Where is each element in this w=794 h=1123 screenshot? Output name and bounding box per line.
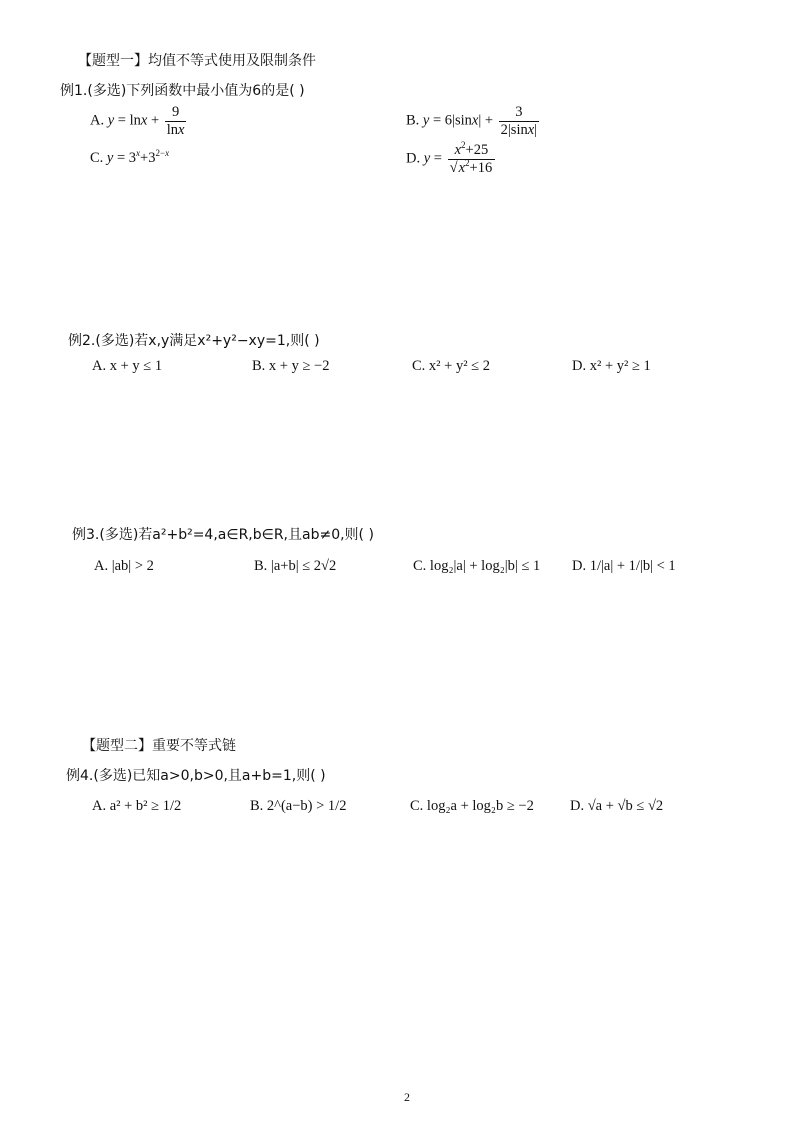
question-4-option-c: C. log₂a + log₂b ≥ −2 xyxy=(410,798,534,814)
question-4-option-a: A. a² + b² ≥ 1/2 xyxy=(92,798,182,814)
question-1-option-a: A. y = lnx + $\frac{9}{\ln x}$ xyxy=(90,104,185,138)
option-c-label: C. xyxy=(90,150,104,166)
question-2-option-d: D. x² + y² ≥ 1 xyxy=(572,358,651,374)
section-heading-2: 【题型二】重要不等式链 xyxy=(82,738,236,754)
question-3-option-b: B. |a+b| ≤ 2√2 xyxy=(254,558,337,574)
question-2-option-b: B. x + y ≥ −2 xyxy=(252,358,330,374)
question-4-option-d: D. √a + √b ≤ √2 xyxy=(570,798,664,814)
option-d-label: D. xyxy=(406,150,421,167)
question-3-title: 例3.(多选)若a²+b²=4,a∈R,b∈R,且ab≠0,则( ) xyxy=(72,527,374,543)
question-1-title: 例1.(多选)下列函数中最小值为6的是( ) xyxy=(60,83,305,99)
question-1-option-b: B. y = 6|sinx| + $\frac{3}{2|\sin x|}$ xyxy=(406,104,538,138)
question-3-option-a: A. |ab| > 2 xyxy=(94,558,154,574)
question-2-option-a: A. x + y ≤ 1 xyxy=(92,358,163,374)
question-2-option-c: C. x² + y² ≤ 2 xyxy=(412,358,491,374)
option-a-label: A. xyxy=(90,112,105,129)
question-1-option-d: D. y = $\frac{x^2+25}{√x^2+16}$ xyxy=(406,142,497,176)
question-1-option-c: C. $y = 3^x+3^{2-x}$ xyxy=(90,148,170,166)
question-4-title: 例4.(多选)已知a>0,b>0,且a+b=1,则( ) xyxy=(66,768,326,784)
question-3-option-c: C. log₂|a| + log₂|b| ≤ 1 xyxy=(413,558,541,574)
question-3-option-d: D. 1/|a| + 1/|b| < 1 xyxy=(572,558,676,574)
question-4-option-b: B. 2^(a−b) > 1/2 xyxy=(250,798,347,814)
option-b-label: B. xyxy=(406,112,420,129)
page-number: 2 xyxy=(404,1090,410,1104)
section-heading-1: 【题型一】均值不等式使用及限制条件 xyxy=(78,53,316,69)
question-2-title: 例2.(多选)若x,y满足x²+y²−xy=1,则( ) xyxy=(68,333,320,349)
